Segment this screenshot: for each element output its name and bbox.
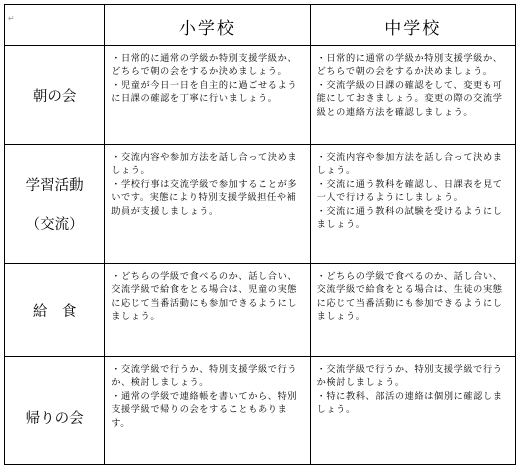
- elementary-cell: [105, 46, 310, 145]
- list-item: ・交流学級の日課の確認をして、変更も可能にしておきましょう。変更の際の交流学級との連絡方法を確認しましょう。: [316, 79, 503, 118]
- junior-cell: [310, 357, 515, 465]
- row-label: 朝の会: [5, 46, 105, 145]
- column-header-junior: 中学校: [310, 5, 515, 46]
- list-item: ・どちらの学級で食べるのか、話し合い、交流学級で給食をとる場合は、生徒の実態に応じて当番活動にも参加できるようにしましょう。: [316, 271, 503, 323]
- list-item: ・日常的に通常の学級か特別支援学級か、どちらで朝の会をするか決めましょう。: [111, 53, 298, 78]
- list-item: ・特に教科、部活の連絡は個別に確認しましょう。: [316, 390, 503, 416]
- list-item: ・児童が今日一日を自主的に過ごせるように日課の確認を丁寧に行いましょう。: [111, 79, 298, 105]
- list-item: ・通常の学級で連絡帳を書いてから、特別支援学級で帰りの会をすることもあります。: [111, 390, 298, 429]
- elementary-cell: [105, 357, 310, 465]
- row-label: 学習活動 （交流）: [5, 145, 105, 264]
- list-item: ・交流内容や参加方法を話し合って決めましょう。: [111, 152, 298, 177]
- junior-cell: [310, 46, 515, 145]
- corner-cell: [5, 5, 105, 46]
- list-item: ・交流学級で行うか、特別支援学級で行うか検討しましょう。: [316, 364, 503, 389]
- table-row: [5, 46, 516, 145]
- list-item: ・交流内容や参加方法を話し合って決めましょう。: [316, 152, 503, 177]
- list-item: ・どちらの学級で食べるのか、話し合い、交流学級で給食をとる場合は、児童の実態に応じて当番活動にも参加できるようにしましょう。: [111, 271, 298, 323]
- junior-cell: [310, 145, 515, 264]
- elementary-cell: [105, 145, 310, 264]
- table-row: [5, 357, 516, 465]
- table-row: [5, 264, 516, 357]
- list-item: ・交流学級で行うか、特別支援学級で行うか、検討しましょう。: [111, 364, 298, 389]
- header-row: [5, 5, 516, 46]
- column-header-elementary: 小学校: [105, 5, 310, 46]
- list-item: ・日常的に通常の学級か特別支援学級か、どちらで朝の会をするか決めましょう。: [316, 53, 503, 78]
- return-mark-icon: ↵: [8, 14, 15, 23]
- elementary-cell: [105, 264, 310, 357]
- row-label: 帰りの会: [5, 357, 105, 465]
- list-item: ・交流に通う教科を確認し、日課表を見て一人で行けるようにしましょう。: [316, 178, 503, 204]
- list-item: ・学校行事は交流学級で参加することが多いです。実態により特別支援学級担任や補助員が支援しましょう。: [111, 178, 298, 217]
- junior-cell: [310, 264, 515, 357]
- list-item: ・交流に通う教科の試験を受けるようにしましょう。: [316, 205, 503, 231]
- table-row: [5, 145, 516, 264]
- schedule-table: [4, 4, 516, 465]
- row-label: 給 食: [5, 264, 105, 357]
